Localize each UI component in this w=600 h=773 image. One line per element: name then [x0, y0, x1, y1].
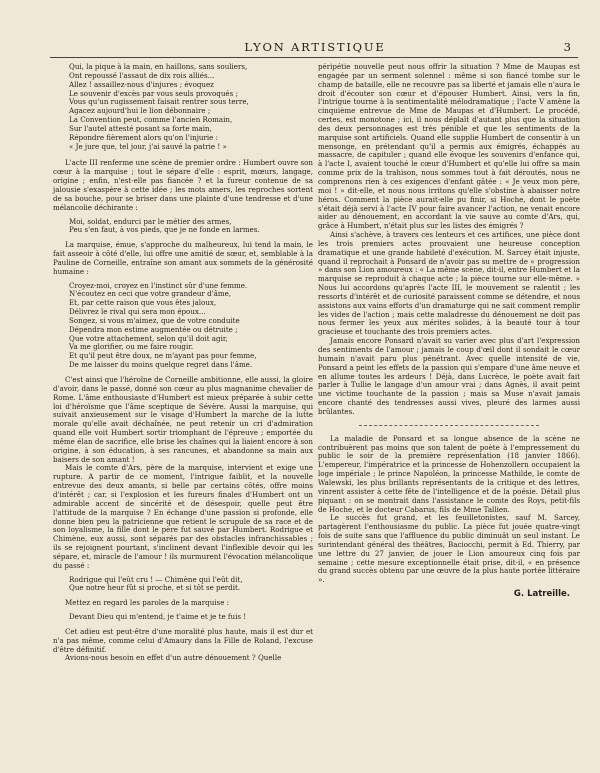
verse-line: Va me glorifier, ou me faire rougir. [69, 342, 194, 352]
author-signature: G. Latreille. [513, 589, 570, 600]
paragraph: C'est ainsi que l'héroïne de Corneille ambitionne, elle aussi, la gloire d'avoir, dans le passé, donné son cœur au plus magnanime chevalier de Rome. L'âme enthousiaste d'Humbert est mieux préparée à subir cette loi d'héroïsme que l'âme sceptique de Sévère. Aussi la marquise, qui suivait anxieusement sur le visage d'Humbert la marche de la lutte morale qu'elle avait déchaînée, ne peut retenir un cri d'admiration quand elle voit Humbert sortir triomphant de l'épreuve ; emportée du même élan de sacrifice, elle brise les chaînes qui la liaient encore à son origine, à son éducation, à ses rancunes, et abandonne sa main aux baisers de son amant ! [53, 375, 313, 464]
verse-line: Ont repoussé l'assaut de dix rois alliés... [69, 70, 215, 80]
verse-block-1 [53, 63, 313, 151]
header-rule [50, 57, 578, 58]
verse-line: Allez ! assaillez-nous d'injures ; évoquez [69, 79, 214, 89]
verse-line: Croyez-moi, croyez en l'instinct sûr d'une femme. [69, 280, 248, 290]
verse-block-3 [53, 282, 313, 370]
paragraph: Ainsi s'achève, à travers ces lenteurs et ces artifices, une pièce dont les trois premiers actes prouvaient une heureuse conception dramatique et une grande habileté d'exécution. M. Sarcey était injuste, quand il reprochait à Ponsard de n'avoir pas su mettre de « progression » dans son Lion amoureux : « La même scène, dit-il, entre Humbert et la marquise se reproduit à chaque acte ; la pièce tourne sur elle-même. » Nous lui accordons qu'après l'acte III, le mouvement se ralentit ; les ressorts d'intérêt et de curiosité paraissent comme se détendre, et nous assistons aux vains efforts d'un dramaturge qui ne sait comment remplir les vides de l'action ; mais cette maladresse du dénouement ne doit pas nous fermer les yeux aux mérites solides, à la beauté tour à tour gracieuse et touchante des trois premiers actes. [318, 230, 580, 337]
verse-line: La Convention peut, comme l'ancien Romain, [69, 115, 233, 125]
verse-line: De me laisser du moins quelque regret dans l'âme. [69, 360, 253, 370]
paragraph: Le succès fut grand, et les feuilletonistes, sauf M. Sarcey, partagèrent l'enthousiasme du public. La pièce fut jouée quatre-vingt fois de suite sans que l'affluence du public diminuât un seul instant. Le surintendant général des théâtres, Baciocchi, permit à Ed. Thierry, par une lettre du 27 janvier, de jouer le Lion amoureux cinq fois par semaine ; cette mesure exceptionnelle était prise, dit-il, « en présence du grand succès obtenu par une œuvre de la plus haute portée littéraire ». [318, 513, 580, 585]
verse-line: Qui, la pique à la main, en haillons, sans souliers, [69, 62, 248, 71]
paragraph: La maladie de Ponsard et sa longue absence de la scène ne contribuèrent pas moins que son talent de poète à l'empressement du public le soir de la première représentation (18 janvier 1866). L'empereur, l'impératrice et la princesse de Hohenzollern occupaient la loge impériale ; le prince Napoléon, la princesse Mathilde, le comte de Walewski, les plus brillants représentants de la critique et des lettres, vinrent assister à cette fête de l'intelligence et de la poésie. Détail plus piquant : on se montrait dans l'assistance le comte des Roys, petit-fils de Hoche, et le docteur Cabarus, fils de Mme Tallien. [318, 433, 580, 514]
verse-line: Sur l'autel attesté posant sa forte main, [69, 123, 212, 133]
verse-block-4 [53, 576, 313, 594]
verse-line: « Je jure que, tel jour, j'ai sauvé la patrie ! » [69, 141, 227, 151]
page-number: 3 [563, 40, 571, 54]
verse-line: Répondre fièrement alors qu'on l'injurie : [69, 132, 218, 142]
verse-line: Peu s'en faut, à vos pieds, que je ne fonde en larmes. [69, 225, 260, 235]
verse-line: Délivrez le rival qui sera mon époux... [69, 307, 206, 317]
verse-line: Moi, soldat, endurci par le métier des armes, [69, 216, 232, 226]
verse-line: Rodrigue qui l'eût cru ! — Chimène qui l'eût dit, [69, 574, 243, 584]
verse-line: N'écoutez en ceci que votre grandeur d'âme, [69, 289, 232, 299]
verse-line: Vous qu'un rugissement faisait rentrer sous terre, [69, 97, 249, 107]
verse-block-2 [53, 218, 313, 236]
verse-line: Devant Dieu qui m'entend, je t'aime et je te fuis ! [69, 612, 247, 622]
paragraph: Avions-nous besoin en effet d'un autre dénouement ? Quelle [65, 653, 282, 663]
verse-block-5 [53, 613, 313, 622]
left-column [53, 63, 313, 663]
verse-line: Songez, si vous m'aimez, que de votre conduite [69, 315, 240, 325]
paragraph: L'acte III renferme une scène de premier ordre : Humbert ouvre son cœur à la marquise ; tout le sépare d'elle : esprit, mœurs, langage, origine ; enfin, n'est-elle pas fiancée ? et la fureur contenue de sa jalousie s'exaspère à cette idée ; les mots amers, les reproches sortent de sa bouche, pour se briser dans une plainte d'une tendresse et d'une mélancolie déchirante : [53, 158, 313, 212]
verse-line: Que votre attachement, selon qu'il doit agir, [69, 333, 228, 343]
verse-line: Agacez aujourd'hui le lion débonnaire ; [69, 106, 211, 116]
verse-line: Le souvenir d'excès par vous seuls provoqués ; [69, 88, 238, 98]
verse-line: Et qu'il peut être doux, ne m'ayant pas pour femme, [69, 351, 257, 361]
right-column [318, 63, 580, 599]
verse-line: Et, par cette raison que vous êtes jaloux, [69, 298, 217, 308]
running-header [55, 40, 575, 56]
paragraph: Cet adieu est peut-être d'une moralité plus haute, mais il est dur et n'a pas même, comme celui d'Amaury dans la Fille de Roland, l'excuse d'être définitif. [53, 626, 313, 654]
paragraph: La marquise, émue, s'approche du malheureux, lui tend la main, le fait asseoir à côté d'elle, lui offre une amitié de sœur, et, semblable à la Pauline de Corneille, entraîne son amant aux sommets de la générosité humaine : [53, 240, 313, 276]
paragraph: Mettez en regard les paroles de la marquise : [65, 598, 230, 608]
paragraph: Jamais encore Ponsard n'avait su varier avec plus d'art l'expression des sentiments de l'amour ; jamais le coup d'œil dont il sondait le cœur humain n'avait paru plus pénétrant. Avec quelle intensité de vie, Ponsard a peint les effets de la passion qui s'empare d'une âme neuve et en allume toutes les ardeurs ! Déjà, dans Lucrèce, le poète avait fait parler à Tullie le langage d'un amour vrai ; dans Agnès, il avait peint une victime touchante de la passion ; mais sa Muse n'avait jamais encore chanté des tendresses aussi vives, pleuré des larmes aussi brûlantes. [318, 336, 580, 416]
paragraph: Mais le comte d'Ars, père de la marquise, intervient et exige une rupture. A partir de ce moment, l'intrigue faiblit, et la nouvelle entrevue des deux amants, si belle par certains côtés, offre moins d'intérêt ; car, si l'explosion et les fureurs finales d'Humbert ont un admirable accent de sincérité et de désespoir, quelle peut être l'attitude de la marquise ? En échange d'une passion si profonde, elle donne bien peu la patricienne que retient le scrupule de sa race et de son loyalisme, la fille dont le père fut sauvé par Humbert. Rodrigue et Chimène, eux aussi, sont séparés par des obstacles infranchissables ; ils se rejoignent pourtant, s'inclinent devant l'inflexible devoir qui les sépare, et, miracle de l'amour ! ils murmurent l'évocation mélancolique du passé : [53, 463, 313, 570]
verse-line: Que notre heur fût si proche, et si tôt se perdit. [69, 583, 241, 593]
journal-title: LYON ARTISTIQUE [244, 40, 386, 54]
section-separator [359, 425, 539, 426]
verse-line: Dépendra mon estime augmentée ou détruite ; [69, 324, 238, 334]
paragraph: péripétie nouvelle peut nous offrir la situation ? Mme de Maupas est engagée par un serment solennel : même si son fiancé tombe sur le champ de bataille, elle ne recouvre pas sa liberté et jamais elle n'aura le droit d'écouter son cœur et d'épouser Humbert. Ainsi, vers la fin, l'intrigue tourne à la sentimentalité mélodramatique ; l'acte V amène la cinquième entrevue de Mme de Maupas et d'Humbert. Le procédé, certes, est monotone ; ici, il nous déplaît d'autant plus que la situation des deux personnages est très pénible et que les sentiments de la marquise sont artificiels. Quand elle supplie Humbert de consentir à un mensonge, en prétendant qu'il a permis aux émigrés, échappés au massacre, de capituler ; quand elle évoque les souvenirs d'enfance qui, à l'acte I, avaient touché le cœur d'Humbert et qu'elle lui offre sa main comme prix de la trahison, nous sommes tout à fait déroutés, nous ne comprenons rien à ces exigences d'enfant gâtée : « Je veux mon père, moi ! » dit-elle, et nous nous irritons qu'elle s'obstine à abaisser notre héros. Comment la pièce aurait-elle pu finir, si Hoche, dont le poète s'était déjà servi à l'acte IV pour faire avancer l'action, ne venait encore aider au dénouement, en accordant la vie sauve au comte d'Ars, qui, grâce à Humbert, n'était plus sur les listes des émigrés ? [318, 62, 580, 231]
